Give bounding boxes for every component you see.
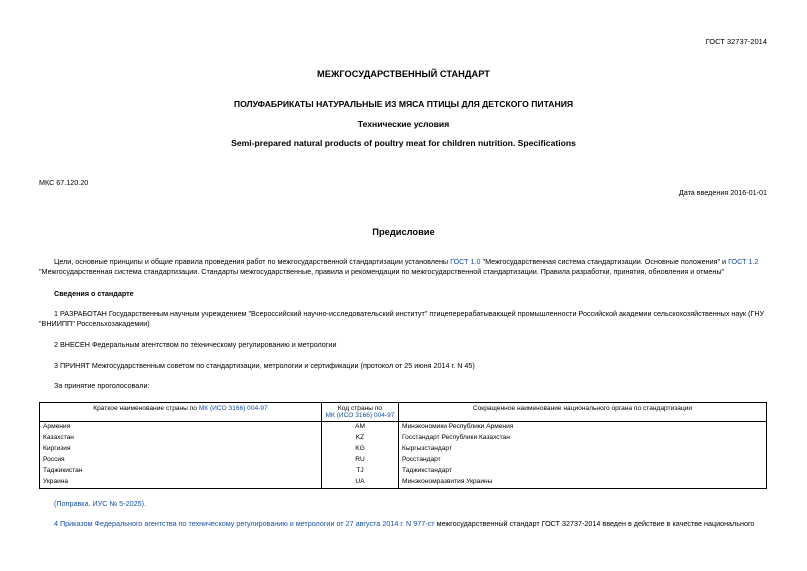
- preface-heading: Предисловие: [372, 227, 435, 237]
- table-row: [40, 433, 767, 444]
- code-cell: TJ: [322, 466, 399, 477]
- preface-item-3: 3 ПРИНЯТ Межгосударственным советом по стандартизации, метрологии и сертификации (протокол от 25 июня 2014 г. N 45): [54, 361, 475, 370]
- amendment-link[interactable]: (Поправка. ИУС № 5-2025).: [54, 499, 146, 508]
- column-header-country: [40, 403, 322, 422]
- code-cell: UA: [322, 477, 399, 489]
- gost-1-0-link[interactable]: ГОСТ 1.0: [450, 257, 481, 266]
- mks-code: МКС 67.120.20: [39, 178, 89, 187]
- body-cell: Госстандарт Республики Казахстан: [399, 433, 767, 444]
- standard-title-en: Semi-prepared natural products of poultry meat for children nutrition. Specifications: [231, 138, 576, 148]
- table-row: [40, 444, 767, 455]
- intro-date: Дата введения 2016-01-01: [678, 188, 767, 197]
- gost-1-2-link[interactable]: ГОСТ 1.2: [728, 257, 759, 266]
- table-row: [40, 422, 767, 434]
- column-header-body: Сокращенное наименование национального органа по стандартизации: [399, 403, 767, 422]
- intro-text-3: "Межгосударственная система стандартизации. Стандарты межгосударственные, правила и рекомендации по межгосударственной стандартизации. Правила разработки, принятия, обновления и отмены": [39, 267, 725, 277]
- code-cell: KG: [322, 444, 399, 455]
- body-cell: Росстандарт: [399, 455, 767, 466]
- standard-type-heading: МЕЖГОСУДАРСТВЕННЫЙ СТАНДАРТ: [317, 69, 490, 79]
- table-header-row: [40, 403, 767, 422]
- column-header-code: [322, 403, 399, 422]
- voted-label: За принятие проголосовали:: [54, 381, 150, 390]
- code-cell: AM: [322, 422, 399, 434]
- preface-item-1: 1 РАЗРАБОТАН Государственным научным учреждением "Всероссийский научно-исследовательский институт" птицеперерабатывающей промышленности Российской академии сельскохозяйственных наук (ГНУ "ВНИИПП" Россельхозакадемии): [39, 309, 765, 329]
- country-cell: Украина: [40, 477, 322, 489]
- item-4-prefix: 4: [54, 519, 60, 528]
- country-cell: Казахстан: [40, 433, 322, 444]
- intro-text-1: Цели, основные принципы и общие правила проведения работ по межгосударственной стандартизации установлены: [54, 257, 451, 266]
- preface-item-2: 2 ВНЕСЕН Федеральным агентством по техническому регулированию и метрологии: [54, 340, 337, 349]
- mk-iso-link[interactable]: МК (ИСО 3166) 004-97: [325, 412, 395, 419]
- country-cell: Таджикистан: [40, 466, 322, 477]
- code-cell: RU: [322, 455, 399, 466]
- body-cell: Таджикстандарт: [399, 466, 767, 477]
- table-row: [40, 466, 767, 477]
- table-row: [40, 477, 767, 489]
- country-cell: Киргизия: [40, 444, 322, 455]
- body-cell: Минэкономразвития Украины: [399, 477, 767, 489]
- body-cell: Кыргызстандарт: [399, 444, 767, 455]
- amendment-note: [39, 499, 769, 509]
- column-header-code-text: Код страны по: [337, 405, 383, 412]
- code-cell: KZ: [322, 433, 399, 444]
- column-header-country-text: Краткое наименование страны по: [93, 405, 199, 412]
- body-cell: Минэкономики Республики Армения: [399, 422, 767, 434]
- countries-table: [39, 402, 767, 489]
- standard-title-ru: ПОЛУФАБРИКАТЫ НАТУРАЛЬНЫЕ ИЗ МЯСА ПТИЦЫ ДЛЯ ДЕТСКОГО ПИТАНИЯ: [233, 99, 574, 109]
- country-cell: Россия: [40, 455, 322, 466]
- order-link[interactable]: Приказом Федерального агентства по техническому регулированию и метрологии от 27 августа 2014 г. N 977-ст: [60, 519, 435, 528]
- country-cell: Армения: [40, 422, 322, 434]
- document-code: ГОСТ 32737-2014: [705, 37, 767, 46]
- mk-iso-link[interactable]: МК (ИСО 3166) 004-97: [198, 405, 268, 412]
- standard-info-heading: Сведения о стандарте: [54, 289, 134, 298]
- item-4-text: межгосударственный стандарт ГОСТ 32737-2014 введен в действие в качестве национального: [434, 519, 755, 528]
- table-row: [40, 455, 767, 466]
- standard-subtitle-ru: Технические условия: [357, 119, 450, 129]
- intro-text-2: "Межгосударственная система стандартизации. Основные положения" и: [480, 257, 729, 266]
- preface-item-4: [39, 519, 769, 529]
- preface-intro-paragraph: [39, 257, 769, 278]
